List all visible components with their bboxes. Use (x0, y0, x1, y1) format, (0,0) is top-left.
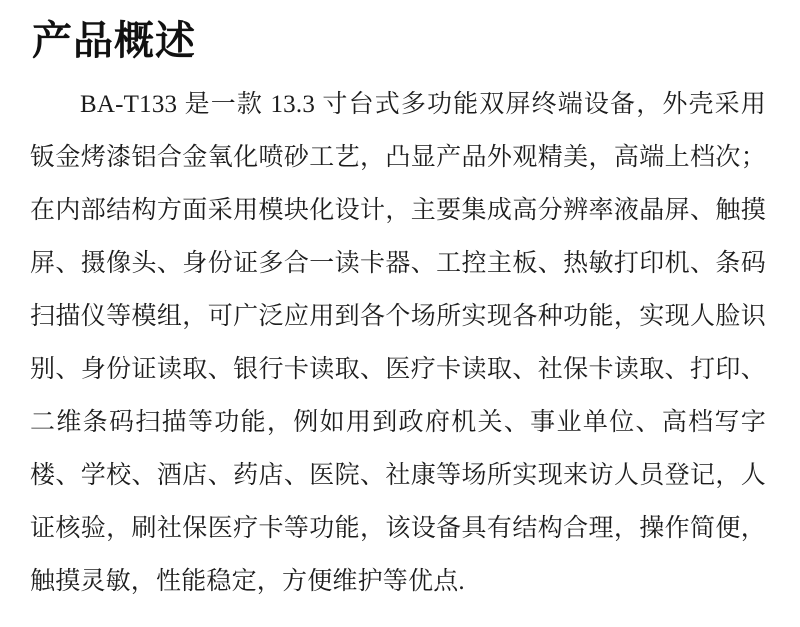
product-overview-paragraph: BA-T133 是一款 13.3 寸台式多功能双屏终端设备，外壳采用钣金烤漆铝合金氧化喷砂工艺，凸显产品外观精美，高端上档次；在内部结构方面采用模块化设计，主要集成高分辨率液晶屏、触摸屏、摄像头、身份证多合一读卡器、工控主板、热敏打印机、条码扫描仪等模组，可广泛应用到各个场所实现各种功能，实现人脸识别、身份证读取、银行卡读取、医疗卡读取、社保卡读取、打印、二维条码扫描等功能，例如用到政府机关、事业单位、高档写字楼、学校、酒店、药店、医院、社康等场所实现来访人员登记，人证核验，刷社保医疗卡等功能，该设备具有结构合理，操作简便，触摸灵敏，性能稳定，方便维护等优点. (30, 91, 766, 595)
page-title: 产品概述 (32, 18, 196, 64)
